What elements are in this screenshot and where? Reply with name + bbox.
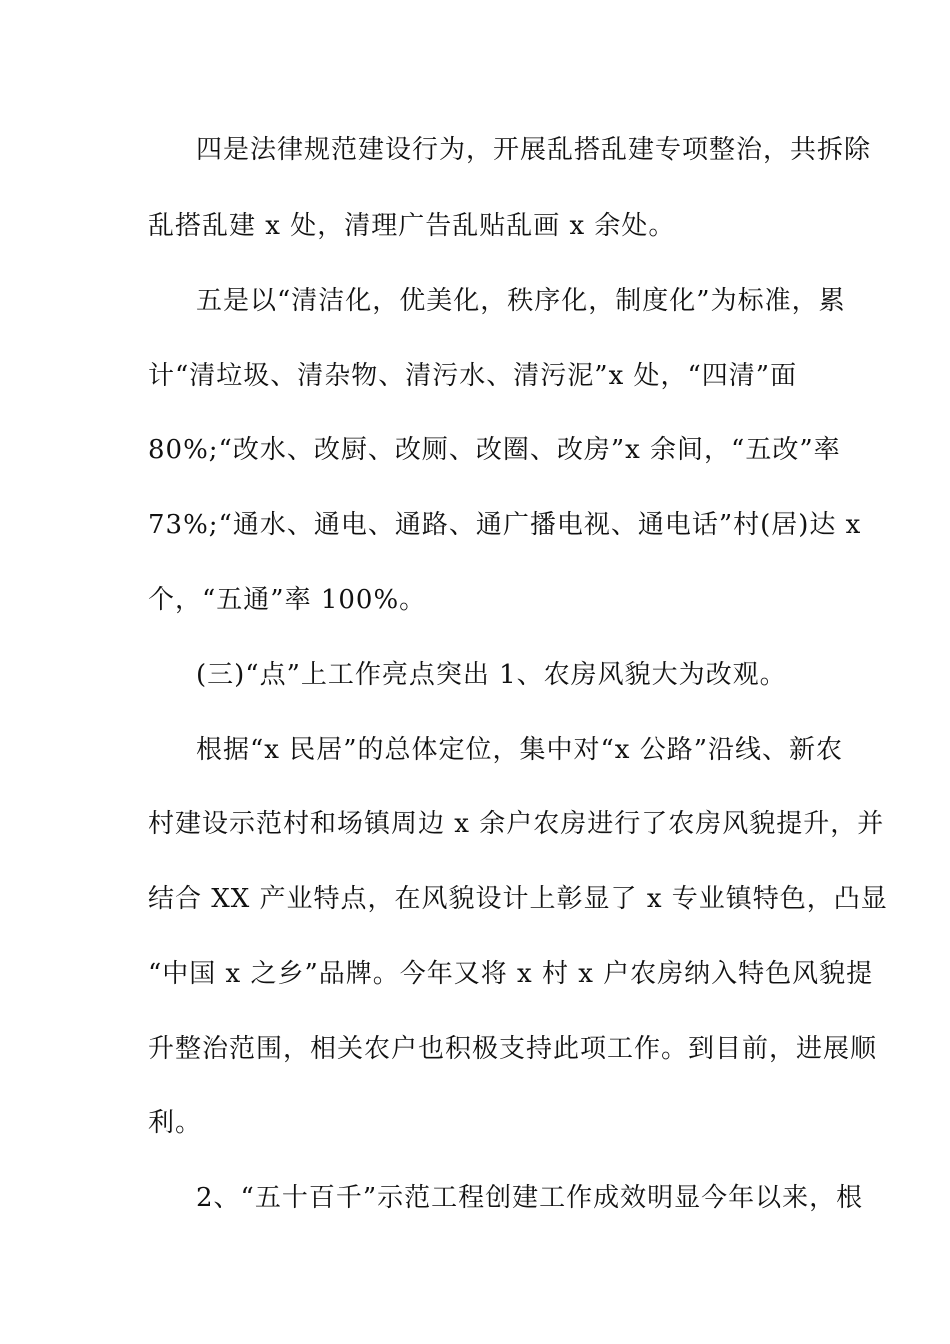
paragraph-line: 乱搭乱建 x 处，清理广告乱贴乱画 x 余处。 xyxy=(148,211,676,241)
paragraph-line: “中国 x 之乡”品牌。今年又将 x 村 x 户农房纳入特色风貌提 xyxy=(148,959,874,989)
paragraph-line: 升整治范围，相关农户也积极支持此项工作。到目前，进展顺 xyxy=(148,1034,878,1064)
paragraph-line: 结合 XX 产业特点，在风貌设计上彰显了 x 专业镇特色，凸显 xyxy=(148,884,888,914)
paragraph-line: 五是以“清洁化，优美化，秩序化，制度化”为标准，累 xyxy=(196,286,846,316)
paragraph-line: 根据“x 民居”的总体定位，集中对“x 公路”沿线、新农 xyxy=(196,735,844,765)
paragraph-line: 四是法律规范建设行为，开展乱搭乱建专项整治，共拆除 xyxy=(196,135,872,165)
paragraph-line: 个，“五通”率 100%。 xyxy=(148,585,427,615)
paragraph-line: 80%;“改水、改厨、改厕、改圈、改房”x 余间，“五改”率 xyxy=(148,435,841,465)
section-heading-line: (三)“点”上工作亮点突出 1、农房风貌大为改观。 xyxy=(196,660,787,690)
paragraph-line: 73%;“通水、通电、通路、通广播电视、通电话”村(居)达 x xyxy=(148,510,862,540)
paragraph-line: 利。 xyxy=(148,1108,203,1138)
paragraph-line: 计“清垃圾、清杂物、清污水、清污泥”x 处，“四清”面 xyxy=(148,361,798,391)
paragraph-line: 2、“五十百千”示范工程创建工作成效明显今年以来，根 xyxy=(196,1183,864,1213)
paragraph-line: 村建设示范村和场镇周边 x 余户农房进行了农房风貌提升，并 xyxy=(148,809,885,839)
